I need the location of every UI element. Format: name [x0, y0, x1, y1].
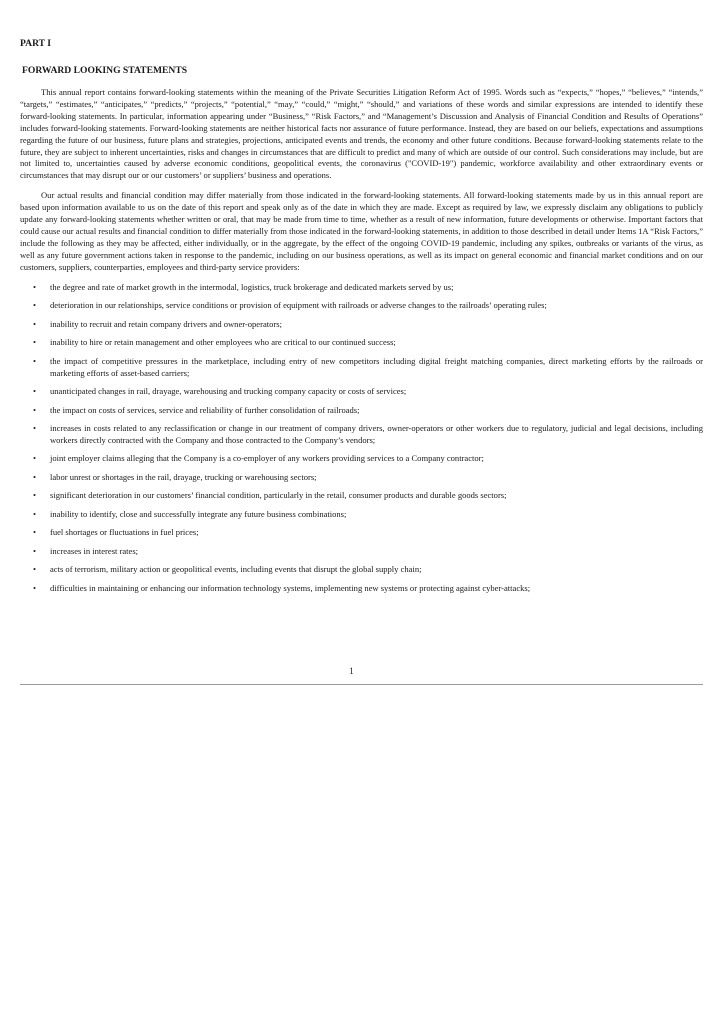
list-item — [20, 386, 703, 398]
list-item — [20, 453, 703, 465]
bullet-icon: • — [33, 386, 36, 396]
part-heading: PART I — [20, 38, 52, 49]
bullet-icon: • — [33, 564, 36, 575]
bullet-icon: • — [33, 508, 36, 519]
list-item — [20, 300, 703, 312]
bullet-icon: • — [33, 404, 36, 415]
bullet-icon: • — [33, 527, 36, 538]
list-item-text: fuel shortages or fluctuations in fuel prices; — [50, 527, 199, 538]
list-item-text: inability to hire or retain management and other employees who are critical to our continued success; — [50, 337, 396, 348]
list-item-text: significant deterioration in our customers’ financial condition, particularly in the retail, consumer products and durable goods sectors; — [50, 490, 507, 501]
list-item — [20, 472, 703, 484]
bullet-icon: • — [33, 355, 36, 366]
list-item-text: acts of terrorism, military action or geopolitical events, including events that disrupt the global supply chain; — [50, 564, 422, 575]
risk-factor-list — [20, 282, 703, 595]
list-item — [20, 423, 703, 447]
list-item-text: inability to identify, close and successfully integrate any future business combinations; — [50, 508, 347, 519]
list-item — [20, 509, 703, 521]
list-item-text: labor unrest or shortages in the rail, drayage, trucking or warehousing sectors; — [50, 471, 317, 482]
list-item — [20, 546, 703, 558]
page-number: 1 — [349, 666, 354, 676]
list-item-text: inability to recruit and retain company drivers and owner-operators; — [50, 318, 282, 329]
list-item-text: joint employer claims alleging that the Company is a co-employer of any workers providing services to a Company contractor; — [50, 453, 484, 464]
bullet-icon: • — [33, 318, 36, 329]
list-item — [20, 405, 703, 417]
document-page — [20, 38, 703, 601]
bullet-icon: • — [33, 490, 36, 501]
list-item — [20, 356, 703, 380]
intro-paragraph: This annual report contains forward-looking statements within the meaning of the Private Securities Litigation Reform Act of 1995. Words such as “expects,” “hopes,” “believes,” “intends,” “targets,” “estimates,” “anticipates,” “predicts,” “projects,” “potential,” “may,” “could,” “might,” “should,” and variations of these words and similar expressions are intended to identify these forward-looking statements. In particular, information appearing under “Business,” “Risk Factors,” and “Management’s Discussion and Analysis of Financial Condition and Results of Operations” includes forward-looking statements. Forward-looking statements are neither historical facts nor assurance of future performance. Instead, they are based on our beliefs, expectations and assumptions regarding the future of our business, future plans and strategies, projections, anticipated events and trends, the economy and other future conditions. Because forward-looking statements relate to the future, they are subject to inherent uncertainties, risks and changes in circumstances that are difficult to predict and many of which are outside of our control. Such considerations may include, but are not limited to, uncertainties caused by adverse economic conditions, geopolitical events, the coronavirus ("COVID-19") pandemic, workforce availability and other extraordinary events or circumstances that may disrupt our or our customers’ or suppliers’ business and operations. — [20, 87, 703, 181]
bullet-icon: • — [33, 281, 36, 292]
bullet-icon: • — [33, 337, 36, 348]
list-item-text: unanticipated changes in rail, drayage, warehousing and trucking company capacity or costs of services; — [50, 386, 407, 396]
list-item-text: the impact of competitive pressures in the marketplace, including entry of new competitors including digital freight matching companies, direct marketing efforts by the railroads or marketing efforts of asset-based carriers; — [50, 355, 703, 378]
footer-divider — [20, 684, 703, 685]
bullet-icon: • — [33, 453, 36, 464]
bullet-icon: • — [33, 300, 36, 311]
list-item — [20, 282, 703, 294]
risk-paragraph: Our actual results and financial condition may differ materially from those indicated in the forward-looking statements. All forward-looking statements made by us in this annual report are based upon information available to us on the date of this report and speak only as of the date in which they are made. Except as required by law, we expressly disclaim any obligations to publicly update any forward-looking statements whether written or oral, that may be made from time to time, whether as a result of new information, future developments or otherwise. Important factors that could cause our actual results and financial condition to differ materially from those indicated in the forward-looking statements, in addition to those described in detail under Items 1A “Risk Factors,” include the following as they may be affected, either individually, or in the aggregate, by the effect of the ongoing COVID-19 pandemic, including any spikes, outbreaks or variants of the virus, as well as any future government actions taken in response to the pandemic, including on our business operations, as well as its impact on general economic and financial market conditions and on our customers, suppliers, counterparties, employees and third-party service providers: — [20, 190, 703, 272]
bullet-icon: • — [33, 471, 36, 482]
bullet-icon: • — [33, 545, 36, 556]
list-item — [20, 564, 703, 576]
section-heading: FORWARD LOOKING STATEMENTS — [22, 65, 188, 76]
list-item-text: increases in interest rates; — [50, 545, 139, 556]
list-item — [20, 337, 703, 349]
list-item-text: the degree and rate of market growth in the intermodal, logistics, truck brokerage and dedicated markets served by us; — [50, 281, 454, 292]
list-item-text: difficulties in maintaining or enhancing our information technology systems, implementing new systems or protecting against cyber-attacks; — [50, 582, 531, 593]
list-item-text: the impact on costs of services, service and reliability of further consolidation of railroads; — [50, 404, 360, 415]
bullet-icon: • — [33, 582, 36, 593]
list-item — [20, 583, 703, 595]
list-item — [20, 319, 703, 331]
list-item-text: increases in costs related to any reclassification or change in our treatment of company drivers, owner-operators or other workers due to regulatory, judicial and legal decisions, including workers directly contracted with the Company and those contracted to the Company’s vendors; — [50, 423, 703, 445]
list-item — [20, 527, 703, 539]
list-item — [20, 490, 703, 502]
bullet-icon: • — [33, 423, 36, 433]
list-item-text: deterioration in our relationships, service conditions or provision of equipment with railroads or adverse changes to the railroads’ operating rules; — [50, 300, 547, 311]
